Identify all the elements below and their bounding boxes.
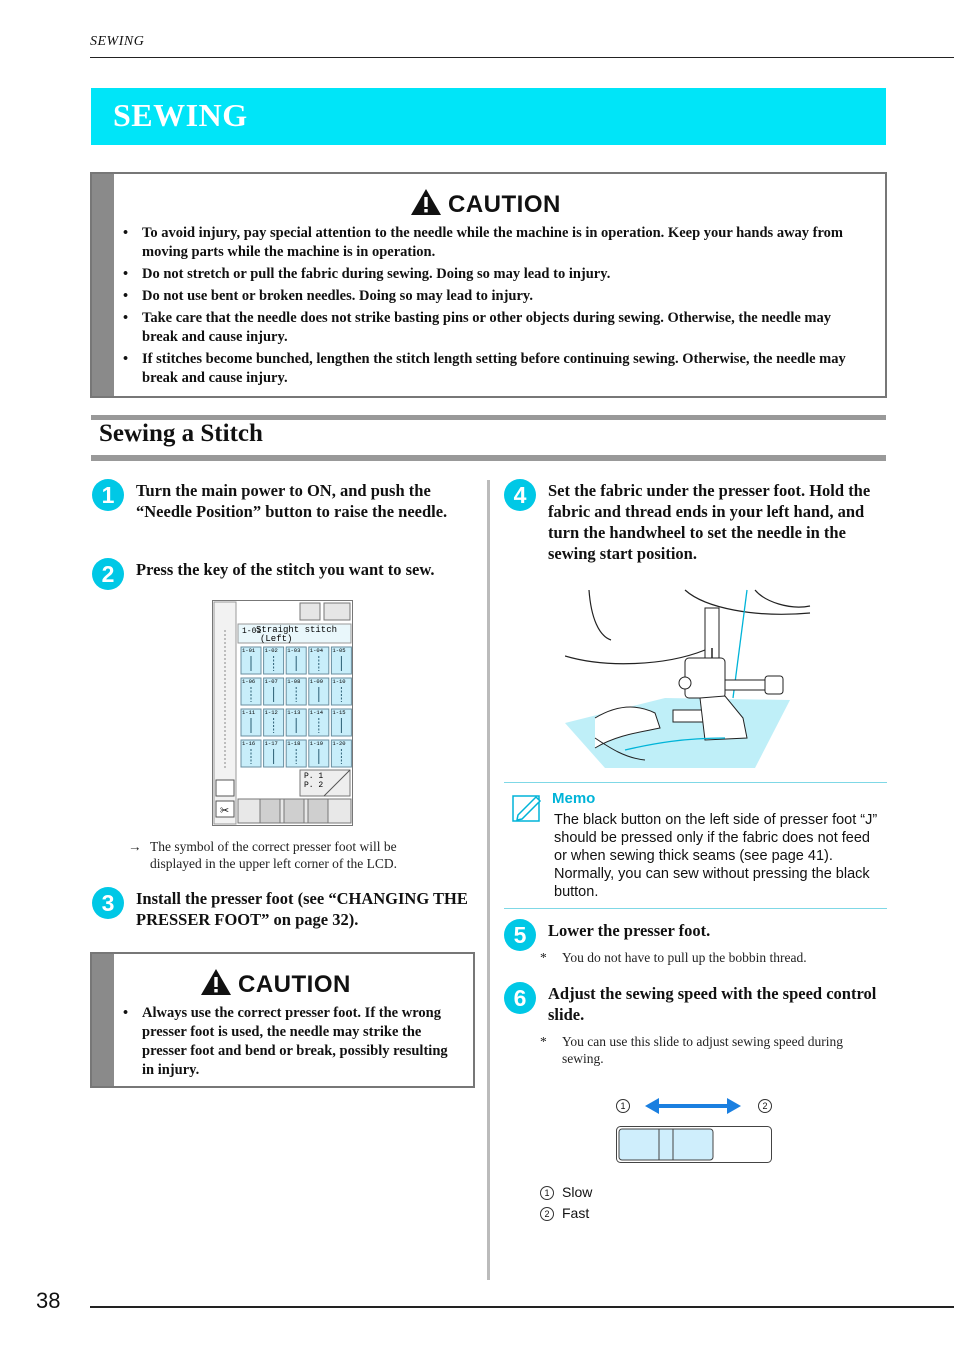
caution-item: • Do not use bent or broken needles. Doing so may lead to injury. [120,287,870,306]
caution-item: • Do not stretch or pull the fabric during sewing. Doing so may lead to injury. [120,265,870,284]
step-3-text: Install the presser foot (see “CHANGING THE PRESSER FOOT” on page 32). [136,889,468,929]
legend-slow: 1 Slow [540,1184,592,1200]
step-6-note [540,1033,884,1067]
lcd-stitch-key-label: 1-16 [242,740,256,747]
lcd-stitch-key-label: 1-10 [332,678,346,685]
lcd-stitch-key-label: 1-20 [332,740,346,747]
memo-label: Memo [552,790,596,807]
caution-box-top [90,172,887,398]
svg-text:✂: ✂ [220,804,230,817]
step-2-text: Press the key of the stitch you want to sew. [136,560,435,579]
lcd-stitch-code: 1-01 [242,627,262,636]
lcd-stitch-key-label: 1-13 [287,709,301,716]
lcd-stitch-key-label: 1-18 [287,740,301,747]
caution-title: CAUTION [448,191,561,218]
caution-list-top [120,224,870,391]
lcd-stitch-key-label: 1-11 [242,709,256,716]
page-number: 38 [36,1288,61,1313]
chapter-title: SEWING [113,97,248,133]
caution-side-bar [92,174,114,396]
lcd-stitch-key-label: 1-08 [287,678,301,685]
memo-text: The black button on the left side of presser foot “J” should be pressed only if the fabric does not feed or when sewing thick seams (see page 41). Normally, you can sew without pressing the black button. [554,812,878,900]
memo-rule-top [504,782,887,783]
step-2-note [128,838,450,872]
memo-rule-bottom [504,908,887,909]
caution-title: CAUTION [238,971,351,998]
step-6-note-text: You can use this slide to adjust sewing speed during sewing. [562,1034,843,1066]
section-rule-bottom [91,455,886,461]
warning-triangle-icon [410,188,442,216]
lcd-stitch-key-label: 1-15 [332,709,346,716]
caution-item: • Always use the correct presser foot. If the wrong presser foot is used, the needle may strike the presser foot and bend or break, possibly resulting in injury. [120,1004,450,1080]
step-6-text: Adjust the sewing speed with the speed control slide. [548,984,877,1024]
chapter-banner [91,88,886,145]
lcd-page-info: P. 1 P. 2 [304,772,324,790]
speed-control-slide [616,1126,772,1163]
caution-side-bar [92,954,114,1086]
warning-triangle-icon [200,968,232,996]
slide-marker-1: 1 [616,1097,638,1113]
lcd-stitch-key-label: 1-09 [309,678,323,685]
step-1-text: Turn the main power to ON, and push the “Needle Position” button to raise the needle. [136,481,448,521]
legend-fast-label: Fast [562,1205,590,1221]
step-number-2: 2 [92,558,124,590]
caution-item: • Take care that the needle does not strike basting pins or other objects during sewing. Otherwise, the needle may break and cause injury. [120,309,870,347]
caution-item: • If stitches become bunched, lengthen the stitch length setting before continuing sewing. Otherwise, the needle may break and cause injury. [120,350,870,388]
lcd-stitch-key-label: 1-17 [264,740,278,747]
lcd-stitch-key-label: 1-05 [332,647,346,654]
memo-pencil-icon [512,793,544,823]
header-rule [90,57,954,58]
slide-marker-2: 2 [758,1097,780,1113]
step-5-note [540,949,882,966]
lcd-stitch-key-label: 1-03 [287,647,301,654]
step-5-text: Lower the presser foot. [548,921,711,940]
asterisk-mark: * [540,1034,547,1049]
step-2-note-text: The symbol of the correct presser foot will be displayed in the upper left corner of the LCD. [150,839,398,871]
caution-list-bottom [120,1004,450,1083]
caution-heading-bottom [200,968,351,999]
legend-fast: 2 Fast [540,1205,589,1221]
caution-box-bottom [90,952,475,1088]
caution-item: • To avoid injury, pay special attention to the needle while the machine is in operation. Keep your hands away from moving parts while the machine is in operation. [120,224,870,262]
step-number-3: 3 [92,887,124,919]
legend-slow-label: Slow [562,1184,593,1200]
lcd-screen-illustration [212,600,353,826]
step-number-5: 5 [504,919,536,951]
lcd-stitch-key-label: 1-06 [242,678,256,685]
lcd-stitch-side: (Left) [260,634,293,644]
asterisk-mark: * [540,950,547,965]
lcd-stitch-key-label: 1-19 [309,740,323,747]
step-5-note-text: You do not have to pull up the bobbin thread. [562,950,807,965]
lcd-stitch-name: Straight stitch [256,625,338,635]
lcd-stitch-key-label: 1-14 [309,709,323,716]
lcd-stitch-key-label: 1-12 [264,709,278,716]
lcd-stitch-key-label: 1-01 [242,647,256,654]
caution-heading-top [410,188,561,219]
presser-foot-illustration [565,588,815,770]
step-number-4: 4 [504,479,536,511]
step-4-text: Set the fabric under the presser foot. Hold the fabric and thread ends in your left hand, and turn the handwheel to set the needle in the sewing start position. [548,481,871,563]
column-divider [487,480,490,1280]
step-number-1: 1 [92,479,124,511]
section-title: Sewing a Stitch [99,420,263,447]
lcd-stitch-key-label: 1-07 [264,678,278,685]
running-head: SEWING [90,34,145,49]
footer-rule [90,1306,954,1308]
step-number-6: 6 [504,982,536,1014]
lcd-stitch-key-label: 1-02 [264,647,278,654]
double-arrow-icon [645,1096,741,1116]
arrow-icon: → [128,839,142,854]
lcd-stitch-key-label: 1-04 [309,647,323,654]
